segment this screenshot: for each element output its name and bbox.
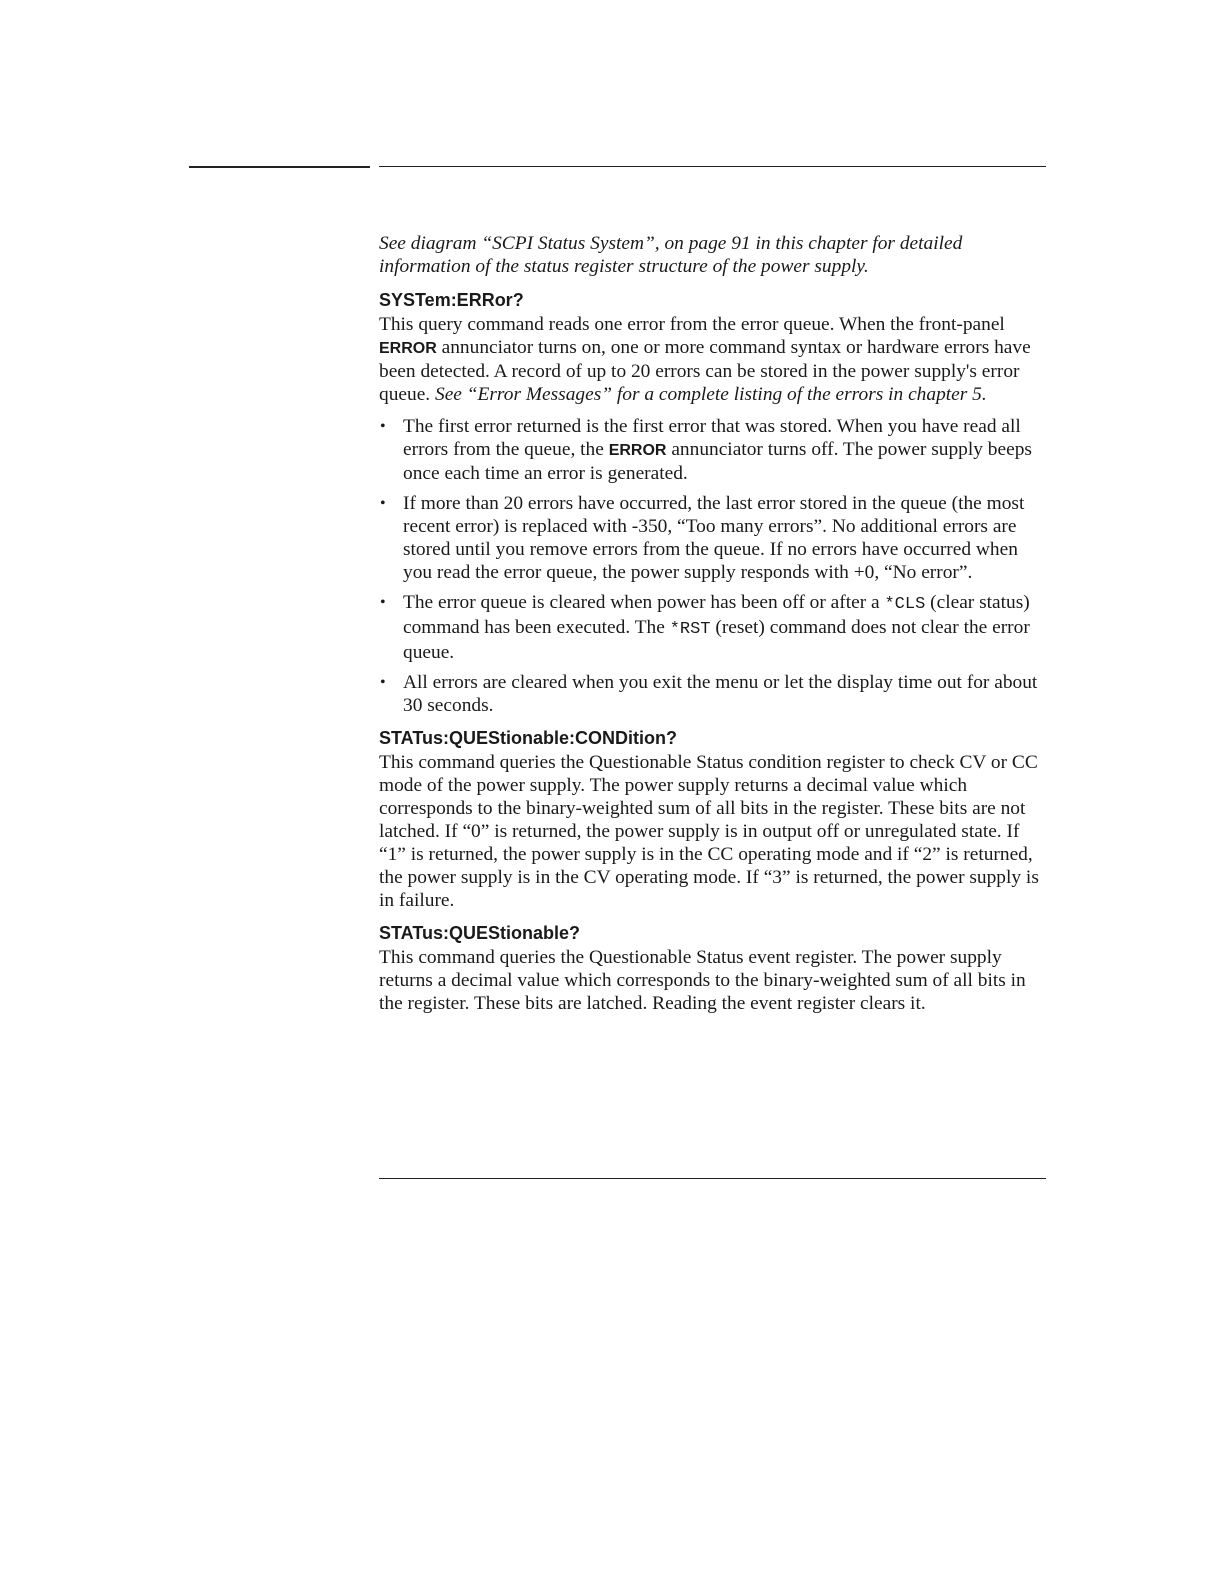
rst-command-code: *RST [669,620,711,639]
header-rule-right [379,166,1046,167]
text-run: All errors are cleared when you exit the menu or let the display time out for about 30 seconds. [403,672,1038,716]
text-run: (reset) command does not clear the error queue. [403,617,1030,663]
section-system-error [379,289,1047,717]
list-item [379,492,1047,584]
cls-command-code: *CLS [884,595,926,614]
bullet-icon: • [380,495,386,512]
section-heading: STATus:QUEStionable? [379,923,580,943]
text-run: The first error returned is the first error that was stored. When you have read all errors from the queue, the [403,416,1021,460]
error-annunciator-label: ERROR [608,442,667,459]
section-questionable-event [379,922,1047,1015]
text-run: If more than 20 errors have occurred, the last error stored in the queue (the most recent error) is replaced with -350, “Too many errors”. No additional errors are stored until you remove errors from the queue. If no errors have occurred when you read the error queue, the power supply responds with +0, “No error”. [403,493,1025,583]
text-run: This query command reads one error from the error queue. When the front-panel [379,314,1005,335]
section-questionable-condition [379,727,1047,912]
text-run: (clear status) command has been executed. The [403,592,1030,638]
error-messages-reference: See “Error Messages” for a complete listing of the errors in chapter 5. [435,384,987,405]
status-diagram-note: See diagram “SCPI Status System”, on page 91 in this chapter for detailed information of the status register structure of the power supply. [379,233,963,277]
bullet-icon: • [380,418,386,435]
text-run: annunciator turns on, one or more command syntax or hardware errors have been detected. A record of up to 20 errors can be stored in the power supply's error queue. [379,337,1031,405]
bullet-icon: • [380,594,386,611]
section-heading: SYSTem:ERRor? [379,290,524,310]
header-rule-left [189,166,370,168]
section-paragraph [379,313,1047,406]
list-item [379,415,1047,485]
section-paragraph: This command queries the Questionable Status event register. The power supply returns a decimal value which corresponds to the binary-weighted sum of all bits in the register. These bits are latched. Reading the event register clears it. [379,947,1026,1014]
footer-rule [379,1178,1046,1179]
error-annunciator-label: ERROR [379,340,437,357]
error-queue-bullet-list [379,415,1047,717]
list-item [379,591,1047,664]
page-content [379,232,1047,1025]
section-paragraph: This command queries the Questionable Status condition register to check CV or CC mode of the power supply. The power supply returns a decimal value which corresponds to the binary-weighted sum of all bits in the register. These bits are not latched. If “0” is returned, the power supply is in output off or unregulated state. If “1” is returned, the power supply is in the CC operating mode and if “2” is returned, the power supply is in the CV operating mode. If “3” is returned, the power supply is in failure. [379,752,1039,911]
text-run: annunciator turns off. The power supply beeps once each time an error is generated. [403,439,1032,484]
section-heading: STATus:QUEStionable:CONDition? [379,728,677,748]
list-item [379,671,1047,717]
text-run: The error queue is cleared when power has been off or after a [403,592,885,613]
bullet-icon: • [380,674,386,691]
